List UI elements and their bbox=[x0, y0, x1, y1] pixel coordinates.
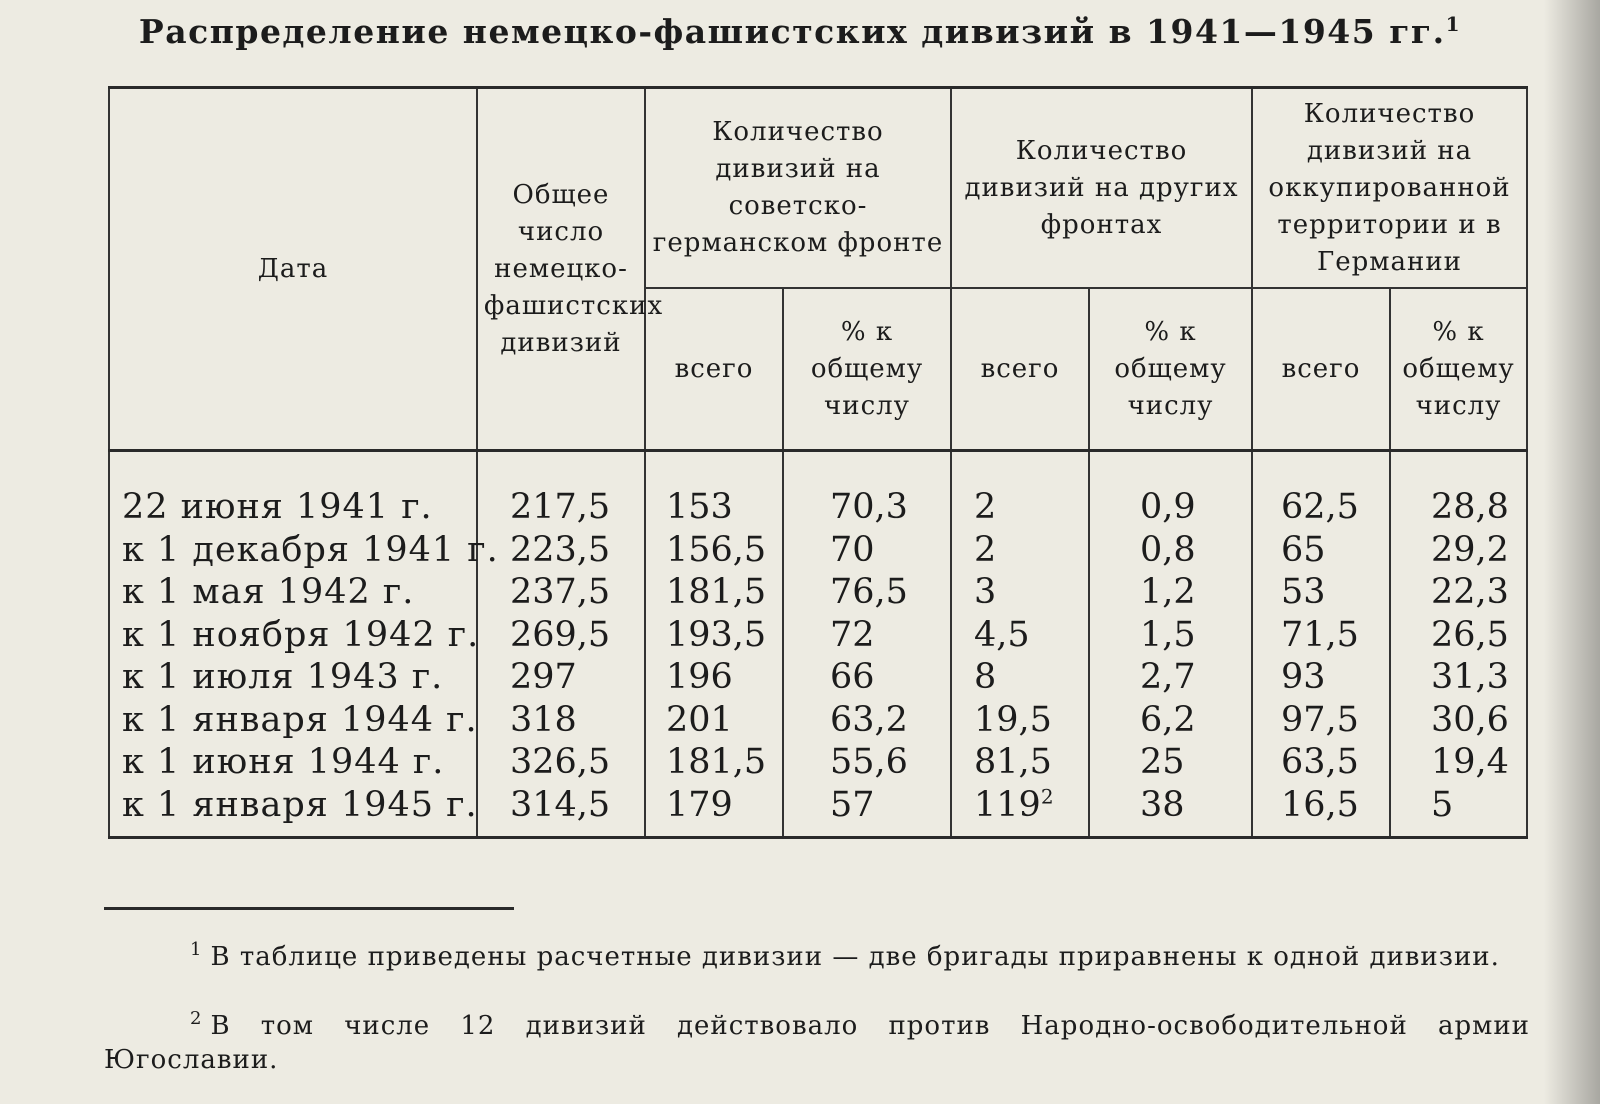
cell-total: 314,5 bbox=[477, 784, 645, 838]
cell-other-percent: 38 bbox=[1089, 784, 1252, 838]
cell-total: 297 bbox=[477, 656, 645, 699]
cell-occupied-percent: 31,3 bbox=[1390, 656, 1527, 699]
cell-occupied-all: 71,5 bbox=[1252, 614, 1390, 657]
cell-other-all: 19,5 bbox=[951, 699, 1089, 742]
cell-date: к 1 ноября 1942 г. bbox=[109, 614, 477, 657]
header-soviet-all: всего bbox=[645, 288, 783, 451]
cell-total: 237,5 bbox=[477, 571, 645, 614]
cell-date: к 1 мая 1942 г. bbox=[109, 571, 477, 614]
cell-other-all: 3 bbox=[951, 571, 1089, 614]
cell-total: 318 bbox=[477, 699, 645, 742]
cell-occupied-percent: 26,5 bbox=[1390, 614, 1527, 657]
cell-occupied-all: 16,5 bbox=[1252, 784, 1390, 838]
header-other-fronts: Количество дивизий на других фронтах bbox=[951, 88, 1252, 289]
cell-other-all-value: 119 bbox=[974, 784, 1041, 825]
table-title-text: Распределение немецко-фашистских дивизий в 1941—1945 гг. bbox=[138, 12, 1446, 51]
cell-soviet-all: 181,5 bbox=[645, 571, 783, 614]
cell-soviet-all: 153 bbox=[645, 451, 783, 529]
table-row bbox=[109, 656, 1527, 699]
cell-occupied-percent: 30,6 bbox=[1390, 699, 1527, 742]
cell-occupied-percent: 5 bbox=[1390, 784, 1527, 838]
header-occupied-percent: % к общему числу bbox=[1390, 288, 1527, 451]
cell-occupied-percent: 29,2 bbox=[1390, 529, 1527, 572]
cell-occupied-percent: 19,4 bbox=[1390, 741, 1527, 784]
header-other-all: всего bbox=[951, 288, 1089, 451]
cell-total: 223,5 bbox=[477, 529, 645, 572]
cell-other-percent: 1,5 bbox=[1089, 614, 1252, 657]
cell-other-all: 2 bbox=[951, 451, 1089, 529]
cell-other-all: 2 bbox=[951, 529, 1089, 572]
cell-other-all: 8 bbox=[951, 656, 1089, 699]
table-row bbox=[109, 571, 1527, 614]
cell-other-percent: 0,9 bbox=[1089, 451, 1252, 529]
table-row bbox=[109, 529, 1527, 572]
cell-other-all: 4,5 bbox=[951, 614, 1089, 657]
cell-other-percent: 2,7 bbox=[1089, 656, 1252, 699]
cell-footnote-mark: 2 bbox=[1040, 783, 1054, 808]
cell-date: к 1 июля 1943 г. bbox=[109, 656, 477, 699]
cell-total: 269,5 bbox=[477, 614, 645, 657]
header-soviet-front: Количество дивизий на советско-германском фронте bbox=[645, 88, 951, 289]
footnote-2 bbox=[104, 1009, 1530, 1077]
cell-soviet-all: 193,5 bbox=[645, 614, 783, 657]
cell-soviet-all: 196 bbox=[645, 656, 783, 699]
cell-soviet-all: 181,5 bbox=[645, 741, 783, 784]
cell-date: к 1 июня 1944 г. bbox=[109, 741, 477, 784]
cell-occupied-all: 53 bbox=[1252, 571, 1390, 614]
cell-other-percent: 25 bbox=[1089, 741, 1252, 784]
cell-other-percent: 1,2 bbox=[1089, 571, 1252, 614]
cell-total: 217,5 bbox=[477, 451, 645, 529]
footnote-2-mark: 2 bbox=[190, 1008, 203, 1030]
page-edge-shadow bbox=[1544, 0, 1600, 1104]
cell-soviet-percent: 63,2 bbox=[783, 699, 951, 742]
cell-date: к 1 января 1944 г. bbox=[109, 699, 477, 742]
table-row bbox=[109, 784, 1527, 838]
cell-other-all: 81,5 bbox=[951, 741, 1089, 784]
cell-occupied-all: 63,5 bbox=[1252, 741, 1390, 784]
cell-soviet-percent: 76,5 bbox=[783, 571, 951, 614]
cell-date: 22 июня 1941 г. bbox=[109, 451, 477, 529]
cell-other-percent: 6,2 bbox=[1089, 699, 1252, 742]
cell-occupied-percent: 22,3 bbox=[1390, 571, 1527, 614]
divisions-table bbox=[108, 86, 1528, 839]
cell-soviet-percent: 66 bbox=[783, 656, 951, 699]
header-soviet-percent: % к общему числу bbox=[783, 288, 951, 451]
cell-date: к 1 декабря 1941 г. bbox=[109, 529, 477, 572]
header-occupied: Количество дивизий на оккупированной территории и в Германии bbox=[1252, 88, 1527, 289]
cell-occupied-all: 62,5 bbox=[1252, 451, 1390, 529]
cell-soviet-percent: 55,6 bbox=[783, 741, 951, 784]
title-footnote-mark: 1 bbox=[1445, 12, 1462, 36]
footnote-divider bbox=[104, 907, 514, 910]
footnote-1-mark: 1 bbox=[190, 939, 203, 961]
header-total: Общее число немецко-фашистских дивизий bbox=[477, 88, 645, 451]
footnote-1-text: В таблице приведены расчетные дивизии — две бригады приравнены к одной дивизии. bbox=[210, 942, 1500, 972]
cell-date: к 1 января 1945 г. bbox=[109, 784, 477, 838]
table-row bbox=[109, 451, 1527, 529]
table-title bbox=[0, 12, 1600, 51]
cell-occupied-percent: 28,8 bbox=[1390, 451, 1527, 529]
cell-soviet-percent: 72 bbox=[783, 614, 951, 657]
cell-soviet-all: 201 bbox=[645, 699, 783, 742]
header-occupied-all: всего bbox=[1252, 288, 1390, 451]
cell-soviet-all: 179 bbox=[645, 784, 783, 838]
table-row bbox=[109, 741, 1527, 784]
cell-other-percent: 0,8 bbox=[1089, 529, 1252, 572]
cell-other-all bbox=[951, 784, 1089, 838]
header-date: Дата bbox=[109, 88, 477, 451]
cell-soviet-all: 156,5 bbox=[645, 529, 783, 572]
header-other-percent: % к общему числу bbox=[1089, 288, 1252, 451]
cell-soviet-percent: 57 bbox=[783, 784, 951, 838]
footnote-2-text: В том числе 12 дивизий действовало против Народно-освободительной армии Югославии. bbox=[104, 1011, 1530, 1075]
cell-soviet-percent: 70,3 bbox=[783, 451, 951, 529]
cell-occupied-all: 97,5 bbox=[1252, 699, 1390, 742]
cell-occupied-all: 93 bbox=[1252, 656, 1390, 699]
cell-total: 326,5 bbox=[477, 741, 645, 784]
table-row bbox=[109, 699, 1527, 742]
cell-occupied-all: 65 bbox=[1252, 529, 1390, 572]
footnote-1 bbox=[104, 940, 1530, 974]
table-row bbox=[109, 614, 1527, 657]
cell-soviet-percent: 70 bbox=[783, 529, 951, 572]
